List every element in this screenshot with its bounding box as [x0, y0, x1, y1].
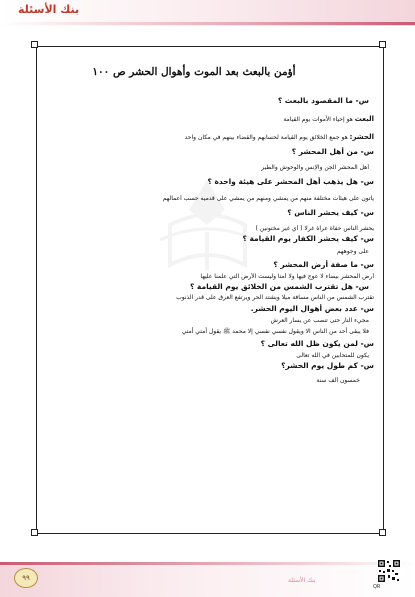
question-line [44, 234, 374, 243]
answer-text: هو إحياء الأموات يوم القيامة [283, 116, 355, 123]
answer-text: تقترب الشمس من الناس مسافة ميلا ويشتد الحر ويرتفع العرق على قدر الذنوب [176, 294, 374, 301]
question-text: س- عدد بعض أهوال اليوم الحشر. [250, 304, 374, 313]
question-line [44, 177, 374, 186]
answer-line [44, 164, 374, 171]
term-label: الحشر: [349, 133, 374, 141]
question-line [44, 282, 374, 291]
question-text: س- ما صفة أرض المحشر ؟ [273, 260, 374, 269]
qa-list [44, 96, 374, 384]
qr-code-icon [377, 559, 401, 583]
question-text: س- هل يذهب أهل المحشر على هيئة واحدة ؟ [207, 177, 374, 186]
answer-line [44, 294, 374, 301]
question-line [44, 147, 374, 156]
question-text: س- كيف يحشر الناس ؟ [287, 208, 374, 217]
answer-text: خمسون ألف سنة [316, 377, 360, 384]
answer-line [44, 248, 374, 255]
term-label: البعث [354, 115, 374, 123]
answer-line [44, 115, 374, 123]
answer-text: أهل المحشر الجن والإنس والوحوش والطير [261, 164, 369, 171]
answer-line [44, 273, 374, 280]
answer-text: يحشر الناس حفاة عراة غرلا ( أي غير مختونين ) [255, 225, 374, 232]
answer-line [44, 352, 374, 359]
question-text: س- كيف يحشر الكفار يوم القيامة ؟ [242, 234, 374, 243]
answer-text: فلا يبقى أحد من الناس الا ويقول نفسي نفسي إلا محمد ﷺ يقول أمتي أمتي [181, 328, 369, 335]
frame-corner [31, 529, 38, 536]
answer-line [44, 133, 374, 141]
answer-text: على وجوههم [336, 248, 369, 255]
footer-label: بنك الأسئلة [288, 577, 316, 584]
answer-line [44, 327, 374, 336]
frame-corner [379, 41, 386, 48]
question-text: س- كم طول يوم الحشر؟ [281, 361, 374, 370]
answer-line [44, 317, 374, 324]
footer-band [0, 565, 415, 597]
footer-stripe [0, 562, 415, 565]
question-line [44, 96, 374, 105]
question-line [44, 361, 374, 370]
question-text: س- ما المقصود بالبعث ؟ [277, 96, 369, 105]
answer-text: يأتون على هيئات مختلفة منهم من يمشي ومنهم من يمشي على قدميه حسب أعمالهم [162, 195, 374, 202]
question-line [44, 260, 374, 269]
header-stripe [0, 22, 415, 25]
answer-line [44, 377, 374, 384]
frame-corner [379, 529, 386, 536]
answer-line [44, 195, 374, 202]
answer-text: أرض المحشر بيضاء لا عوج فيها ولا أمتا وليست الأرض التي علمنا عليها [200, 273, 374, 280]
answer-line [44, 225, 374, 232]
answer-text: يكون للمتحابين في الله تعالى [296, 352, 369, 359]
question-text: س- لمن يكون ظل الله تعالى ؟ [260, 339, 374, 348]
frame-corner [31, 41, 38, 48]
answer-text: هو جمع الخلائق يوم القيامة لحسابهم والقضاء بينهم في مكان واحد [184, 134, 350, 141]
header-brand: بنك الأسئلة [18, 3, 80, 16]
document-content [44, 66, 374, 384]
page-number: ٩٩ [14, 568, 38, 588]
page-title: أؤمن بالبعث بعد الموت وأهوال الحشر ص ١٠٠ [92, 66, 296, 78]
question-line [44, 304, 374, 313]
qr-label: QR [373, 584, 381, 590]
question-line [44, 208, 374, 217]
question-text: س- هل تقترب الشمس من الخلائق يوم القيامة ؟ [189, 282, 369, 291]
answer-text: مجيء النار حتى تنصب عن يسار العرش [270, 317, 369, 324]
question-line [44, 339, 374, 348]
question-text: س- من أهل المحشر ؟ [291, 147, 374, 156]
